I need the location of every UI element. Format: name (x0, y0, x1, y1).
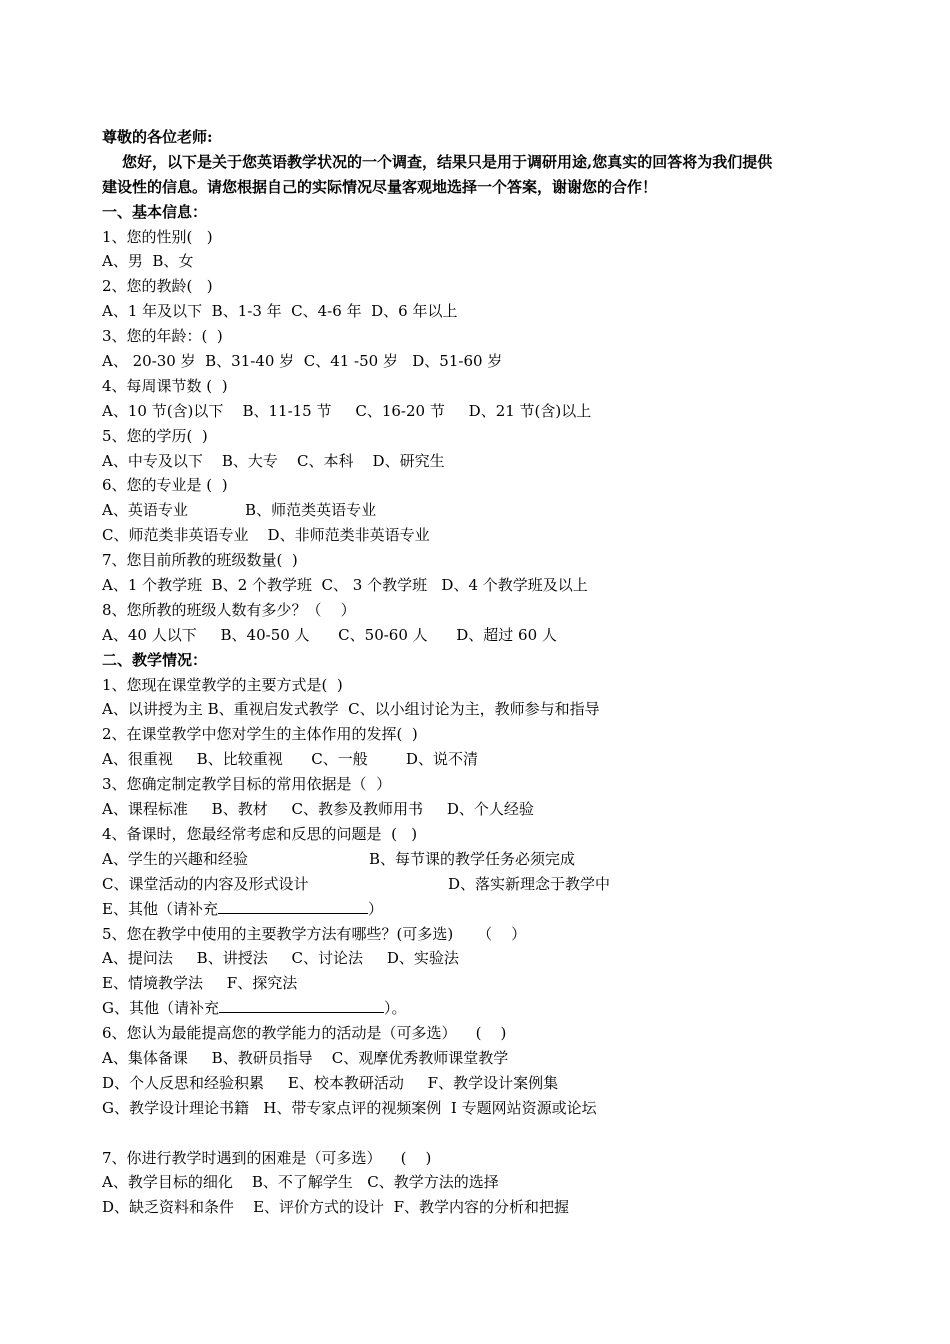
fill-in-blank[interactable] (219, 997, 384, 1013)
question-options: G、教学设计理论书籍 H、带专家点评的视频案例 I 专题网站资源或论坛 (102, 1098, 597, 1117)
question: 1、您的性别( ) (102, 227, 213, 246)
question: 2、在课堂教学中您对学生的主体作用的发挥( ) (102, 725, 418, 744)
option-g-close: ）。 (383, 999, 407, 1018)
option-e: E、其他（请补充 (102, 899, 218, 918)
question: 7、你进行教学时遇到的困难是（可多选） ( ) (102, 1148, 432, 1167)
option-c: C、课堂活动的内容及形式设计 (102, 874, 309, 893)
question-options: A、英语专业 B、师范类英语专业 (102, 501, 377, 520)
question: 6、您的专业是 ( ) (102, 476, 228, 495)
option-d: D、落实新理念于教学中 (448, 874, 611, 893)
question: 7、您目前所教的班级数量( ) (102, 551, 298, 570)
question-options: A、10 节(含)以下 B、11-15 节 C、16-20 节 D、21 节(含)以上 (102, 401, 592, 420)
question: 8、您所教的班级人数有多少？（ ） (102, 600, 356, 619)
question: 5、您在教学中使用的主要教学方法有哪些？(可多选) （ ） (102, 924, 527, 943)
question-options: A、很重视 B、比较重视 C、一般 D、说不清 (102, 750, 478, 769)
section-1-title: 一、基本信息： (102, 202, 208, 221)
fill-in-blank[interactable] (218, 898, 368, 914)
question-options: E、情境教学法 F、探究法 (102, 974, 298, 993)
question: 1、您现在课堂教学的主要方式是( ) (102, 675, 343, 694)
question: 4、每周课节数 ( ) (102, 376, 228, 395)
question-options: A、男 B、女 (102, 252, 194, 271)
question-options: A、 20-30 岁 B、31-40 岁 C、41 -50 岁 D、51-60 岁 (102, 352, 503, 371)
question-options: A、以讲授为主 B、重视启发式教学 C、以小组讨论为主，教师参与和指导 (102, 700, 600, 719)
question-options (102, 847, 862, 872)
question-options (102, 872, 862, 897)
intro-line-2: 建设性的信息。请您根据自己的实际情况尽量客观地选择一个答案，谢谢您的合作！ (102, 177, 658, 196)
question-options (102, 996, 862, 1021)
question-options: A、40 人以下 B、40-50 人 C、50-60 人 D、超过 60 人 (102, 625, 557, 644)
question-options (102, 897, 862, 922)
spacer (102, 1121, 862, 1146)
intro-line-1: 您好，以下是关于您英语教学状况的一个调查，结果只是用于调研用途,您真实的回答将为我们提供 (122, 152, 773, 171)
question-options: C、师范类非英语专业 D、非师范类非英语专业 (102, 526, 430, 545)
question-options: A、1 年及以下 B、1-3 年 C、4-6 年 D、6 年以上 (102, 302, 458, 321)
question-options: A、集体备课 B、教研员指导 C、观摩优秀教师课堂教学 (102, 1048, 509, 1067)
section-1-questions (102, 225, 862, 648)
question: 4、备课时，您最经常考虑和反思的问题是 ( ) (102, 824, 418, 843)
question-options: A、中专及以下 B、大专 C、本科 D、研究生 (102, 451, 445, 470)
question-options: A、提问法 B、讲授法 C、讨论法 D、实验法 (102, 949, 459, 968)
question-options: A、课程标准 B、教材 C、教参及教师用书 D、个人经验 (102, 800, 534, 819)
question: 2、您的教龄( ) (102, 277, 213, 296)
intro-paragraph (102, 150, 862, 175)
question-options: D、缺乏资料和条件 E、评价方式的设计 F、教学内容的分析和把握 (102, 1198, 569, 1217)
question: 3、您确定制定教学目标的常用依据是（ ） (102, 775, 392, 794)
question: 6、您认为最能提高您的教学能力的活动是（可多选） ( ) (102, 1024, 507, 1043)
section-2-title: 二、教学情况： (102, 650, 208, 669)
option-g: G、其他（请补充 (102, 999, 219, 1018)
survey-document (102, 125, 862, 1220)
question-options: D、个人反思和经验积累 E、校本教研活动 F、教学设计案例集 (102, 1073, 559, 1092)
question: 5、您的学历( ) (102, 426, 208, 445)
option-a: A、学生的兴趣和经验 (102, 849, 248, 868)
question: 3、您的年龄：( ) (102, 327, 223, 346)
question-options: A、教学目标的细化 B、不了解学生 C、教学方法的选择 (102, 1173, 499, 1192)
question-options: A、1 个教学班 B、2 个教学班 C、 3 个教学班 D、4 个教学班及以上 (102, 576, 588, 595)
greeting: 尊敬的各位老师: (102, 128, 213, 146)
option-b: B、每节课的教学任务必须完成 (369, 849, 576, 868)
option-e-close: ） (367, 899, 383, 918)
